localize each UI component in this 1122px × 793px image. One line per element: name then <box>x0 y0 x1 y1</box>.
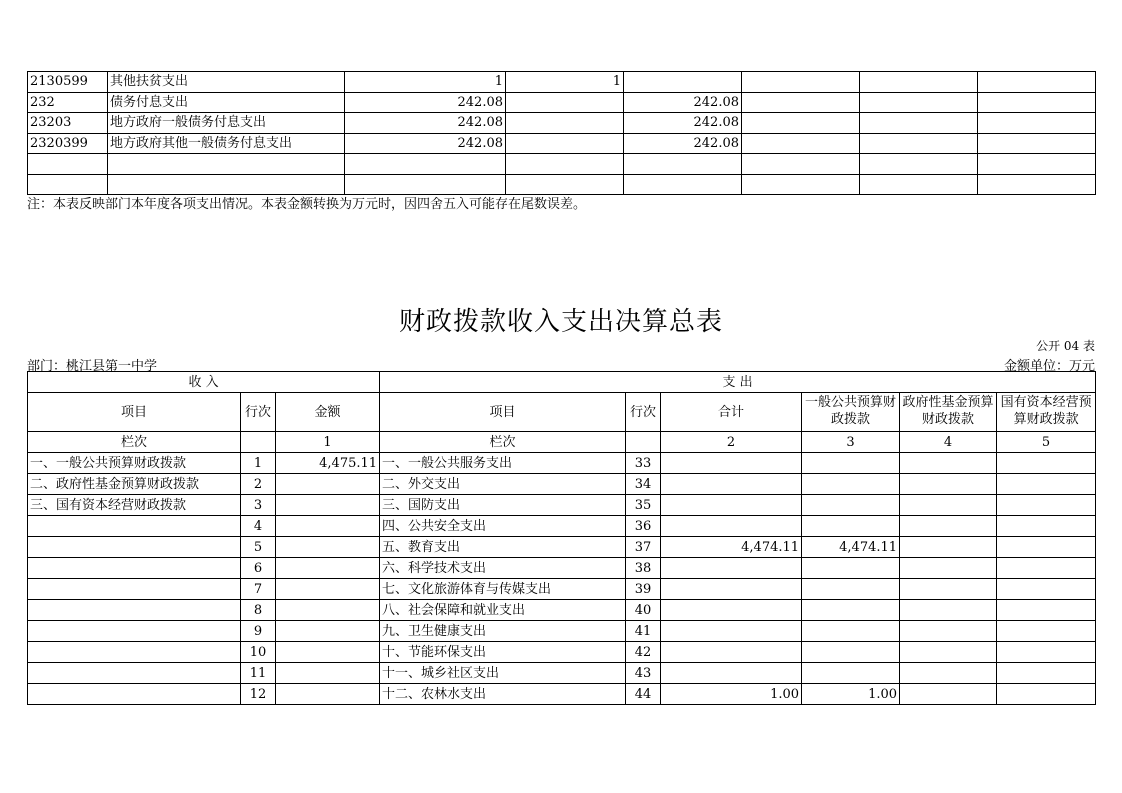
gov-fund-cell <box>900 474 997 495</box>
table-row <box>28 174 1096 195</box>
basic-cell <box>506 92 624 113</box>
table-row <box>28 92 1096 113</box>
expense-row-no-cell: 44 <box>626 684 661 705</box>
state-capital-cell <box>997 642 1096 663</box>
table-row <box>28 621 1096 642</box>
state-capital-cell <box>997 558 1096 579</box>
gov-fund-cell <box>900 558 997 579</box>
expense-item-cell: 九、卫生健康支出 <box>380 621 626 642</box>
gov-fund-cell <box>900 600 997 621</box>
blank-cell <box>742 113 860 134</box>
empty-cell <box>241 432 276 453</box>
expense-row-no-cell: 41 <box>626 621 661 642</box>
expense-row-no-header: 行次 <box>626 393 661 432</box>
expense-item-cell: 七、文化旅游体育与传媒支出 <box>380 579 626 600</box>
income-row-no-cell: 8 <box>241 600 276 621</box>
income-item-cell <box>28 516 241 537</box>
blank-cell <box>978 154 1096 175</box>
blank-cell <box>742 72 860 93</box>
unit-label: 金额单位：万元 <box>1003 359 1095 374</box>
general-budget-cell <box>802 558 900 579</box>
blank-cell <box>860 72 978 93</box>
state-capital-cell <box>997 453 1096 474</box>
col-number-4: 4 <box>900 432 997 453</box>
basic-cell <box>506 174 624 195</box>
state-capital-cell <box>997 516 1096 537</box>
income-row-no-cell: 10 <box>241 642 276 663</box>
general-budget-cell <box>802 453 900 474</box>
income-row-no-cell: 4 <box>241 516 276 537</box>
income-amount-header: 金额 <box>276 393 380 432</box>
table-row <box>28 154 1096 175</box>
general-budget-cell <box>802 663 900 684</box>
expense-item-cell: 三、国防支出 <box>380 495 626 516</box>
income-row-no-cell: 2 <box>241 474 276 495</box>
general-budget-cell: 4,474.11 <box>802 537 900 558</box>
state-capital-cell <box>997 684 1096 705</box>
general-budget-cell <box>802 579 900 600</box>
total-cell: 1 <box>345 72 506 93</box>
expense-total-cell: 4,474.11 <box>661 537 802 558</box>
expense-total-cell <box>661 495 802 516</box>
income-amount-cell <box>276 495 380 516</box>
income-item-cell <box>28 558 241 579</box>
state-capital-header: 国有资本经营预算财政拨款 <box>997 393 1096 432</box>
expense-total-cell <box>661 453 802 474</box>
expense-header: 支 出 <box>380 372 1096 393</box>
expense-row-no-cell: 37 <box>626 537 661 558</box>
table-row <box>28 113 1096 134</box>
total-cell <box>345 174 506 195</box>
code-cell: 23203 <box>28 113 108 134</box>
blank-cell <box>978 113 1096 134</box>
income-amount-cell <box>276 579 380 600</box>
income-amount-cell <box>276 474 380 495</box>
blank-cell <box>860 174 978 195</box>
table-row <box>28 453 1096 474</box>
gov-fund-cell <box>900 516 997 537</box>
income-row-no-header: 行次 <box>241 393 276 432</box>
blank-cell <box>860 92 978 113</box>
income-amount-cell <box>276 558 380 579</box>
state-capital-cell <box>997 537 1096 558</box>
table-row <box>28 516 1096 537</box>
basic-cell: 1 <box>506 72 624 93</box>
gov-fund-cell <box>900 684 997 705</box>
gov-fund-cell <box>900 495 997 516</box>
blank-cell <box>978 92 1096 113</box>
income-row-no-cell: 1 <box>241 453 276 474</box>
project-cell <box>624 154 742 175</box>
expense-total-cell <box>661 579 802 600</box>
name-cell: 地方政府一般债务付息支出 <box>108 113 345 134</box>
expense-item-cell: 五、教育支出 <box>380 537 626 558</box>
blank-cell <box>860 113 978 134</box>
income-item-cell <box>28 663 241 684</box>
table-row <box>28 537 1096 558</box>
income-amount-cell <box>276 684 380 705</box>
basic-cell <box>506 133 624 154</box>
income-item-cell <box>28 579 241 600</box>
project-cell: 242.08 <box>624 133 742 154</box>
table-note: 注：本表反映部门本年度各项支出情况。本表金额转换为万元时，因四舍五入可能存在尾数误差。 <box>27 197 587 212</box>
fiscal-summary-table <box>27 371 1096 705</box>
blank-cell <box>860 154 978 175</box>
empty-cell <box>626 432 661 453</box>
col-number-1: 1 <box>276 432 380 453</box>
income-column-label: 栏次 <box>28 432 241 453</box>
project-cell: 242.08 <box>624 92 742 113</box>
expense-detail-table <box>27 71 1096 195</box>
gov-fund-cell <box>900 453 997 474</box>
table-row <box>28 133 1096 154</box>
income-item-cell: 一、一般公共预算财政拨款 <box>28 453 241 474</box>
name-cell: 债务付息支出 <box>108 92 345 113</box>
income-item-cell <box>28 684 241 705</box>
project-cell: 242.08 <box>624 113 742 134</box>
income-row-no-cell: 12 <box>241 684 276 705</box>
expense-total-cell <box>661 558 802 579</box>
income-item-cell <box>28 537 241 558</box>
expense-item-cell: 十、节能环保支出 <box>380 642 626 663</box>
page-title: 财政拨款收入支出决算总表 <box>398 307 723 337</box>
basic-cell <box>506 154 624 175</box>
table-row <box>28 579 1096 600</box>
blank-cell <box>978 174 1096 195</box>
blank-cell <box>742 92 860 113</box>
gov-fund-cell <box>900 537 997 558</box>
blank-cell <box>742 133 860 154</box>
gov-fund-cell <box>900 663 997 684</box>
project-cell <box>624 174 742 195</box>
table-row <box>28 600 1096 621</box>
income-amount-cell <box>276 663 380 684</box>
table-row <box>28 495 1096 516</box>
gov-fund-cell <box>900 621 997 642</box>
general-budget-cell: 1.00 <box>802 684 900 705</box>
table-row <box>28 663 1096 684</box>
state-capital-cell <box>997 600 1096 621</box>
gov-fund-header: 政府性基金预算财政拨款 <box>900 393 997 432</box>
income-amount-cell <box>276 537 380 558</box>
expense-total-header: 合计 <box>661 393 802 432</box>
expense-row-no-cell: 33 <box>626 453 661 474</box>
expense-row-no-cell: 35 <box>626 495 661 516</box>
state-capital-cell <box>997 474 1096 495</box>
income-amount-cell <box>276 516 380 537</box>
expense-total-cell <box>661 642 802 663</box>
expense-item-cell: 二、外交支出 <box>380 474 626 495</box>
form-code: 公开 04 表 <box>1036 339 1095 353</box>
expense-item-cell: 一、一般公共服务支出 <box>380 453 626 474</box>
expense-row-no-cell: 39 <box>626 579 661 600</box>
code-cell <box>28 154 108 175</box>
general-budget-cell <box>802 474 900 495</box>
income-item-header: 项目 <box>28 393 241 432</box>
expense-total-cell <box>661 621 802 642</box>
income-item-cell <box>28 621 241 642</box>
name-cell: 地方政府其他一般债务付息支出 <box>108 133 345 154</box>
expense-item-cell: 十一、城乡社区支出 <box>380 663 626 684</box>
blank-cell <box>978 133 1096 154</box>
table-row <box>28 72 1096 93</box>
income-amount-cell <box>276 600 380 621</box>
code-cell <box>28 174 108 195</box>
name-cell <box>108 174 345 195</box>
income-amount-cell <box>276 642 380 663</box>
expense-item-cell: 四、公共安全支出 <box>380 516 626 537</box>
department-label: 部门：桃江县第一中学 <box>27 359 158 374</box>
expense-item-cell: 六、科学技术支出 <box>380 558 626 579</box>
state-capital-cell <box>997 579 1096 600</box>
total-cell <box>345 154 506 175</box>
project-cell <box>624 72 742 93</box>
blank-cell <box>860 133 978 154</box>
name-cell <box>108 154 345 175</box>
state-capital-cell <box>997 663 1096 684</box>
general-budget-cell <box>802 516 900 537</box>
expense-total-cell <box>661 474 802 495</box>
expense-row-no-cell: 38 <box>626 558 661 579</box>
income-row-no-cell: 7 <box>241 579 276 600</box>
income-item-cell <box>28 600 241 621</box>
general-budget-cell <box>802 621 900 642</box>
code-cell: 232 <box>28 92 108 113</box>
income-amount-cell: 4,475.11 <box>276 453 380 474</box>
expense-row-no-cell: 36 <box>626 516 661 537</box>
table-row <box>28 684 1096 705</box>
expense-row-no-cell: 34 <box>626 474 661 495</box>
expense-total-cell: 1.00 <box>661 684 802 705</box>
general-budget-header: 一般公共预算财政拨款 <box>802 393 900 432</box>
code-cell: 2130599 <box>28 72 108 93</box>
name-cell: 其他扶贫支出 <box>108 72 345 93</box>
general-budget-cell <box>802 642 900 663</box>
total-cell: 242.08 <box>345 133 506 154</box>
table-row <box>28 558 1096 579</box>
col-number-2: 2 <box>661 432 802 453</box>
expense-row-no-cell: 43 <box>626 663 661 684</box>
basic-cell <box>506 113 624 134</box>
table-row <box>28 642 1096 663</box>
expense-item-cell: 八、社会保障和就业支出 <box>380 600 626 621</box>
expense-row-no-cell: 40 <box>626 600 661 621</box>
blank-cell <box>742 174 860 195</box>
col-number-3: 3 <box>802 432 900 453</box>
blank-cell <box>742 154 860 175</box>
income-header: 收 入 <box>28 372 380 393</box>
expense-total-cell <box>661 516 802 537</box>
table-row <box>28 474 1096 495</box>
code-cell: 2320399 <box>28 133 108 154</box>
gov-fund-cell <box>900 642 997 663</box>
gov-fund-cell <box>900 579 997 600</box>
col-number-5: 5 <box>997 432 1096 453</box>
general-budget-cell <box>802 495 900 516</box>
general-budget-cell <box>802 600 900 621</box>
income-row-no-cell: 3 <box>241 495 276 516</box>
income-item-cell: 二、政府性基金预算财政拨款 <box>28 474 241 495</box>
expense-item-header: 项目 <box>380 393 626 432</box>
total-cell: 242.08 <box>345 92 506 113</box>
state-capital-cell <box>997 495 1096 516</box>
income-row-no-cell: 6 <box>241 558 276 579</box>
blank-cell <box>978 72 1096 93</box>
expense-row-no-cell: 42 <box>626 642 661 663</box>
total-cell: 242.08 <box>345 113 506 134</box>
expense-column-label: 栏次 <box>380 432 626 453</box>
income-row-no-cell: 11 <box>241 663 276 684</box>
income-row-no-cell: 9 <box>241 621 276 642</box>
state-capital-cell <box>997 621 1096 642</box>
expense-total-cell <box>661 663 802 684</box>
expense-item-cell: 十二、农林水支出 <box>380 684 626 705</box>
income-amount-cell <box>276 621 380 642</box>
income-row-no-cell: 5 <box>241 537 276 558</box>
income-item-cell <box>28 642 241 663</box>
expense-total-cell <box>661 600 802 621</box>
income-item-cell: 三、国有资本经营财政拨款 <box>28 495 241 516</box>
